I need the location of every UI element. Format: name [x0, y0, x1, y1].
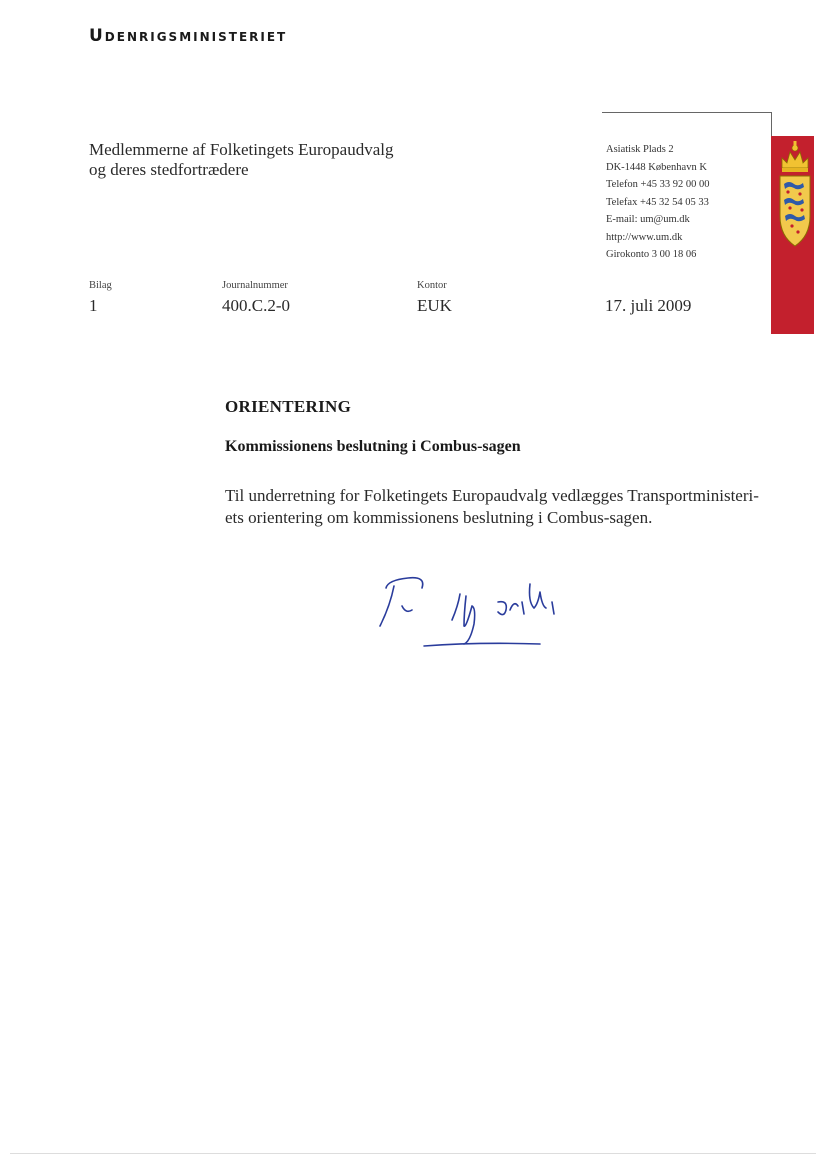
- kontor-label: Kontor: [417, 280, 447, 291]
- coat-of-arms-icon: [776, 138, 814, 256]
- kontor-value: EUK: [417, 296, 452, 315]
- sender-address: [606, 141, 709, 264]
- journal-value: 400.C.2-0: [222, 296, 290, 315]
- ministry-name: Udenrigsministeriet: [89, 26, 288, 46]
- recipient-line-1: Medlemmerne af Folketingets Europaudvalg: [89, 140, 394, 159]
- body-line-1: Til underretning for Folketingets Europaudvalg vedlægges Transportministeri-: [225, 486, 759, 505]
- body-paragraph: [225, 485, 785, 529]
- address-email: E-mail: um@um.dk: [606, 214, 690, 225]
- address-web: http://www.um.dk: [606, 231, 683, 243]
- document-date: 17. juli 2009: [605, 296, 692, 315]
- bilag-value: 1: [89, 296, 98, 315]
- address-fax: Telefax +45 32 54 05 33: [606, 196, 709, 208]
- bilag-label: Bilag: [89, 280, 112, 291]
- recipient-line-2: og deres stedfortrædere: [89, 160, 249, 179]
- address-giro: Girokonto 3 00 18 06: [606, 249, 697, 260]
- document-heading: ORIENTERING: [225, 397, 352, 416]
- document-subheading: Kommissionens beslutning i Combus-sagen: [225, 438, 521, 455]
- address-street: Asiatisk Plads 2: [606, 144, 674, 155]
- address-phone: Telefon +45 33 92 00 00: [606, 179, 710, 190]
- footer-rule: [10, 1153, 816, 1154]
- address-rule-top: [602, 112, 772, 113]
- journal-label: Journalnummer: [222, 280, 288, 291]
- signature: [368, 566, 598, 658]
- address-rule-side: [771, 112, 772, 136]
- body-line-2: ets orientering om kommissionens beslutning i Combus-sagen.: [225, 508, 653, 527]
- recipient-block: [89, 140, 394, 180]
- address-city: DK-1448 København K: [606, 161, 707, 173]
